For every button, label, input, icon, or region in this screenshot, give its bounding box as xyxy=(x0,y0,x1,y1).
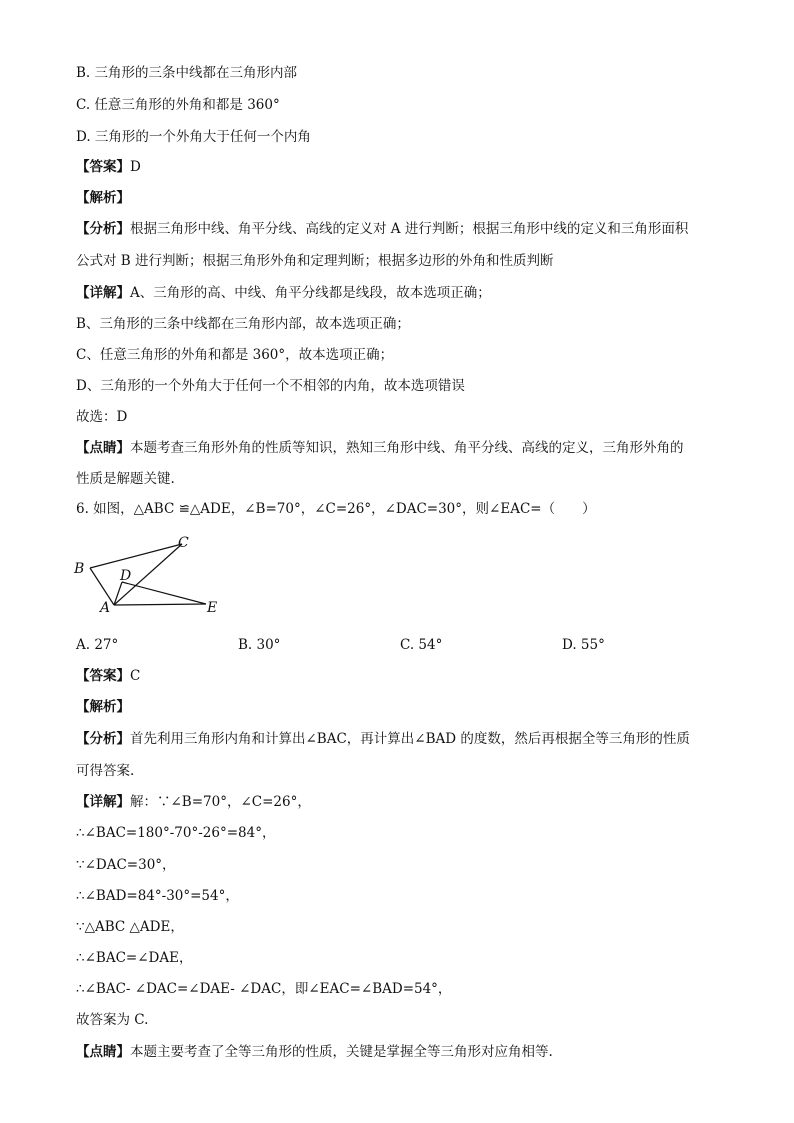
q6-xiangjie-line-6: ∴∠BAC=∠DAE， xyxy=(76,950,193,966)
q6-option-c: C. 54° xyxy=(400,637,443,653)
q6-xiangjie-line-8: 故答案为 C. xyxy=(76,1012,149,1028)
dianjing-text: 本题考查三角形外角的性质等知识，熟知三角形中线、角平分线、高线的定义，三角形外角的 xyxy=(130,440,684,456)
fenxi-tag: 【分析】 xyxy=(76,731,130,747)
label-a: A xyxy=(100,600,111,616)
q5-xiangjie-line-2: B、三角形的三条中线都在三角形内部，故本选项正确； xyxy=(76,316,410,332)
label-b: B xyxy=(74,561,85,577)
answer-tag: 【答案】 xyxy=(76,159,130,175)
q6-xiangjie-line-2: ∴∠BAC=180°-70°-26°=84°， xyxy=(76,825,276,841)
dianjing-text: 本题主要考查了全等三角形的性质，关键是掌握全等三角形对应角相等. xyxy=(130,1044,553,1060)
xiangjie-text: 解：∵∠B=70°，∠C=26°， xyxy=(130,794,311,810)
q6-xiangjie-line-5: ∵△ABC △ADE， xyxy=(76,919,184,935)
answer-value: D xyxy=(130,159,141,175)
q5-xiangjie-line-5: 故选：D xyxy=(76,409,128,425)
label-e: E xyxy=(207,600,218,616)
fenxi-tag: 【分析】 xyxy=(76,221,130,237)
q5-dianjing-line-1 xyxy=(76,439,684,457)
label-d: D xyxy=(120,568,132,584)
segment-ae xyxy=(114,604,206,605)
triangle-figure xyxy=(70,530,230,620)
q5-option-c: C. 任意三角形的外角和都是 360° xyxy=(76,97,280,113)
segment-de xyxy=(122,582,206,604)
q5-fenxi-line-2: 公式对 B 进行判断；根据三角形外角和定理判断；根据多边形的外角和性质判断 xyxy=(76,253,554,269)
q5-analysis-tag: 【解析】 xyxy=(76,190,130,206)
q5-option-d: D. 三角形的一个外角大于任何一个内角 xyxy=(76,129,311,145)
q6-fenxi-line-1 xyxy=(76,730,690,748)
q5-option-b: B. 三角形的三条中线都在三角形内部 xyxy=(76,65,298,81)
answer-value: C xyxy=(130,668,141,684)
answer-tag: 【答案】 xyxy=(76,668,130,684)
q5-dianjing-line-2: 性质是解题关键. xyxy=(76,471,175,487)
q6-analysis-tag: 【解析】 xyxy=(76,699,130,715)
q5-xiangjie-line-4: D、三角形的一个外角大于任何一个不相邻的内角，故本选项错误 xyxy=(76,378,465,394)
fenxi-text: 首先利用三角形内角和计算出∠BAC，再计算出∠BAD 的度数，然后再根据全等三角形的性质 xyxy=(130,731,690,747)
q5-fenxi-line-1 xyxy=(76,220,688,238)
q5-xiangjie-line-1 xyxy=(76,284,491,302)
q6-xiangjie-line-7: ∴∠BAC- ∠DAC=∠DAE- ∠DAC，即∠EAC=∠BAD=54°， xyxy=(76,981,452,997)
q6-xiangjie-line-1 xyxy=(76,793,311,811)
q6-option-a: A. 27° xyxy=(76,637,119,653)
q5-answer xyxy=(76,158,141,176)
dianjing-tag: 【点睛】 xyxy=(76,440,130,456)
q6-option-d: D. 55° xyxy=(562,637,605,653)
xiangjie-text: A、三角形的高、中线、角平分线都是线段，故本选项正确； xyxy=(130,285,491,301)
fenxi-text: 根据三角形中线、角平分线、高线的定义对 A 进行判断；根据三角形中线的定义和三角形面积 xyxy=(130,221,689,237)
q6-answer xyxy=(76,667,140,685)
label-c: C xyxy=(178,535,189,551)
q6-xiangjie-line-4: ∴∠BAD=84°-30°=54°， xyxy=(76,888,239,904)
q6-dianjing-line-1 xyxy=(76,1043,553,1061)
xiangjie-tag: 【详解】 xyxy=(76,285,130,301)
q6-stem: 6. 如图，△ABC ≌△ADE，∠B=70°，∠C=26°，∠DAC=30°，则∠EAC=（ ） xyxy=(76,501,596,517)
q6-option-b: B. 30° xyxy=(238,637,281,653)
q5-xiangjie-line-3: C、任意三角形的外角和都是 360°，故本选项正确； xyxy=(76,347,394,363)
dianjing-tag: 【点睛】 xyxy=(76,1044,130,1060)
q6-xiangjie-line-3: ∵∠DAC=30°， xyxy=(76,857,176,873)
q6-fenxi-line-2: 可得答案. xyxy=(76,763,135,779)
xiangjie-tag: 【详解】 xyxy=(76,794,130,810)
